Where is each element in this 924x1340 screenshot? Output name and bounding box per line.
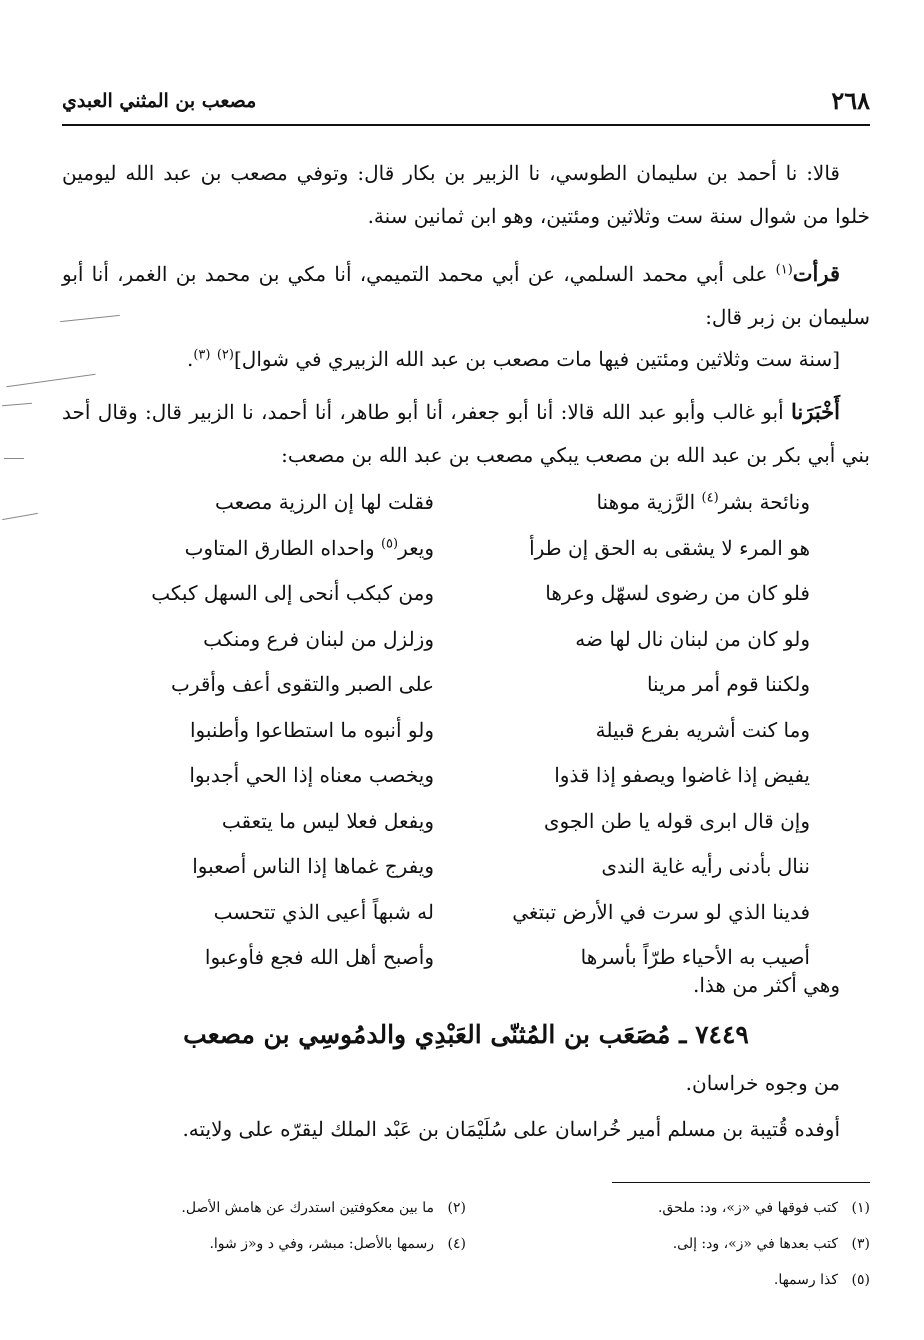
bracketed-text: [سنة ست وثلاثين ومئتين فيها مات مصعب بن عبد الله الزبيري في شوال]: [233, 347, 840, 371]
scan-mark: [2, 403, 32, 407]
verse-second-hemistich: على الصبر والتقوى أعف وأقرب: [171, 672, 434, 696]
verse-row: [62, 526, 870, 572]
verse-second-hemistich: فقلت لها إن الرزية مصعب: [215, 490, 434, 514]
paragraph-akhbarana: [62, 390, 870, 477]
page-number: ٢٦٨: [831, 86, 870, 115]
hemistich-text: واحداه الطارق المتاوب: [184, 535, 381, 560]
verse-second-hemistich: ويفعل فعلا ليس ما يتعقب: [221, 808, 434, 833]
scan-mark: [2, 513, 38, 520]
footnote-ref-4: (٤): [701, 490, 719, 506]
footnote-ref-3: (٣): [193, 347, 211, 363]
verse-second-hemistich: ومن كبكب أنحى إلى السهل كبكب: [151, 581, 434, 605]
hemistich-text: ويعر: [398, 535, 434, 560]
verse-row: [62, 708, 870, 754]
entry-line-origin: من وجوه خراسان.: [685, 1071, 840, 1095]
lead-word-akhbarana: أَخْبَرَنا: [791, 399, 840, 424]
footnote-number: (٢): [447, 1200, 466, 1216]
footnote-number: (٥): [851, 1272, 870, 1288]
footnote-text: كتب بعدها في «ز»، ود: إلى.: [672, 1236, 838, 1252]
footnote-3: [466, 1226, 870, 1262]
footnote-text: كتب فوقها في «ز»، ود: ملحق.: [657, 1200, 838, 1216]
verse-first-hemistich: أصيب به الأحياء طرّاً بأسرها: [580, 945, 810, 969]
verse-first-hemistich: [450, 480, 810, 526]
header-rule: [62, 124, 870, 126]
footnote-row: [62, 1262, 870, 1298]
footnote-number: (٤): [447, 1236, 466, 1252]
verse-first-hemistich: هو المرء لا يشقى به الحق إن طرأ: [529, 535, 810, 560]
footnote-1: [466, 1190, 870, 1226]
verse-second-hemistich: [74, 526, 434, 572]
verse-first-hemistich: ولكننا قوم أمر مرينا: [646, 672, 810, 696]
verse-first-hemistich: وإن قال ابرى قوله يا طن الجوى: [543, 808, 810, 833]
hemistich-text: ونائحة بشر: [718, 490, 810, 514]
footnote-5: [466, 1262, 870, 1298]
verse-row: [62, 571, 870, 617]
paragraph-bracketed: [سنة ست وثلاثين ومئتين فيها مات مصعب بن عبد الله الزبيري في شوال]$^{(٢)}$ $^{(٣)}$.: [186, 347, 840, 371]
elegy-poem: [62, 480, 870, 981]
footnotes: [62, 1190, 870, 1298]
verse-row: [62, 890, 870, 936]
verse-row: [62, 844, 870, 890]
paragraph-qara-tu: [62, 252, 870, 339]
verse-second-hemistich: ويخصب معناه إذا الحي أجدبوا: [189, 763, 434, 787]
verse-row: [62, 662, 870, 708]
paragraph-qara-tu-text: على أبي محمد السلمي، عن أبي محمد التميمي، أنا مكي بن محمد بن الغمر، أنا أبو سليمان بن زبر قال:: [62, 262, 870, 329]
verse-first-hemistich: ننال بأدنى رأيه غاية الندى: [601, 854, 810, 878]
footnote-ref-1: (١): [775, 262, 793, 278]
footnote-row: [62, 1226, 870, 1262]
running-title: مصعب بن المثني العبدي: [62, 90, 257, 112]
verse-first-hemistich: فلو كان من رضوى لسهّل وعرها: [545, 581, 810, 605]
after-poem-note: وهي أكثر من هذا.: [693, 973, 840, 997]
footnote-ref-5: (٥): [380, 535, 399, 551]
entry-line-delegation: أوفده قُتيبة بن مسلم أمير خُراسان على سُلَيْمَان بن عَبْد الملك ليقرّه على ولايته.: [182, 1117, 840, 1141]
footnote-number: (١): [851, 1200, 870, 1216]
verse-row: [62, 799, 870, 845]
footnote-text: ما بين معكوفتين استدرك عن هامش الأصل.: [181, 1200, 434, 1216]
footnote-2: [62, 1190, 466, 1226]
verse-row: [62, 480, 870, 526]
verse-second-hemistich: له شبهاً أعيى الذي تتحسب: [213, 899, 434, 924]
verse-first-hemistich: ولو كان من لبنان نال لها ضه: [575, 626, 810, 651]
footnote-number: (٣): [851, 1236, 870, 1252]
page-header: [62, 84, 870, 118]
verse-second-hemistich: ويفرج غماها إذا الناس أصعبوا: [192, 854, 434, 878]
lead-word-qara-tu: قرأت: [792, 261, 841, 286]
paragraph-death-date: قالا: نا أحمد بن سليمان الطوسي، نا الزبير بن بكار قال: وتوفي مصعب بن عبد الله ليومين خلوا من شوال سنة ست وثلاثين ومئتين، وهو ابن ثمانين سنة.: [62, 161, 870, 228]
verse-second-hemistich: وأصبح أهل الله فجع فأوعبوا: [204, 945, 434, 969]
verse-row: [62, 617, 870, 663]
footnote-4: [62, 1226, 466, 1262]
footnote-row: [62, 1190, 870, 1226]
hemistich-text: الرَّزية موهنا: [596, 490, 702, 514]
entry-heading: ٧٤٤٩ ـ مُصَعَب بن المُثنّى العَبْدِي والدمُوسِي بن مصعب: [183, 1020, 749, 1049]
verse-second-hemistich: وزلزل من لبنان فرع ومنكب: [203, 626, 434, 651]
verse-first-hemistich: يفيض إذا غاضوا ويصفو إذا قذوا: [554, 763, 810, 787]
footnote-rule: [612, 1182, 870, 1183]
verse-first-hemistich: فدينا الذي لو سرت في الأرض تبتغي: [512, 899, 810, 924]
scan-mark: [4, 458, 24, 459]
verse-first-hemistich: وما كنت أشريه بفرع قبيلة: [595, 717, 810, 742]
footnote-text: رسمها بالأصل: مبشر، وفي د و«ز شوا.: [209, 1236, 434, 1252]
verse-row: [62, 753, 870, 799]
paragraph-akhbarana-text: أبو غالب وأبو عبد الله قالا: أنا أبو جعفر، أنا أبو طاهر، أنا أحمد، نا الزبير قال: وقال أحد بني أبي بكر بن عبد الله بن مصعب يبكي مصعب بن عبد الله بن مصعب:: [62, 400, 870, 467]
footnote-text: كذا رسمها.: [773, 1272, 838, 1288]
verse-second-hemistich: ولو أنبوه ما استطاعوا وأطنبوا: [189, 717, 434, 742]
footnote-ref-2: (٢): [216, 347, 234, 363]
